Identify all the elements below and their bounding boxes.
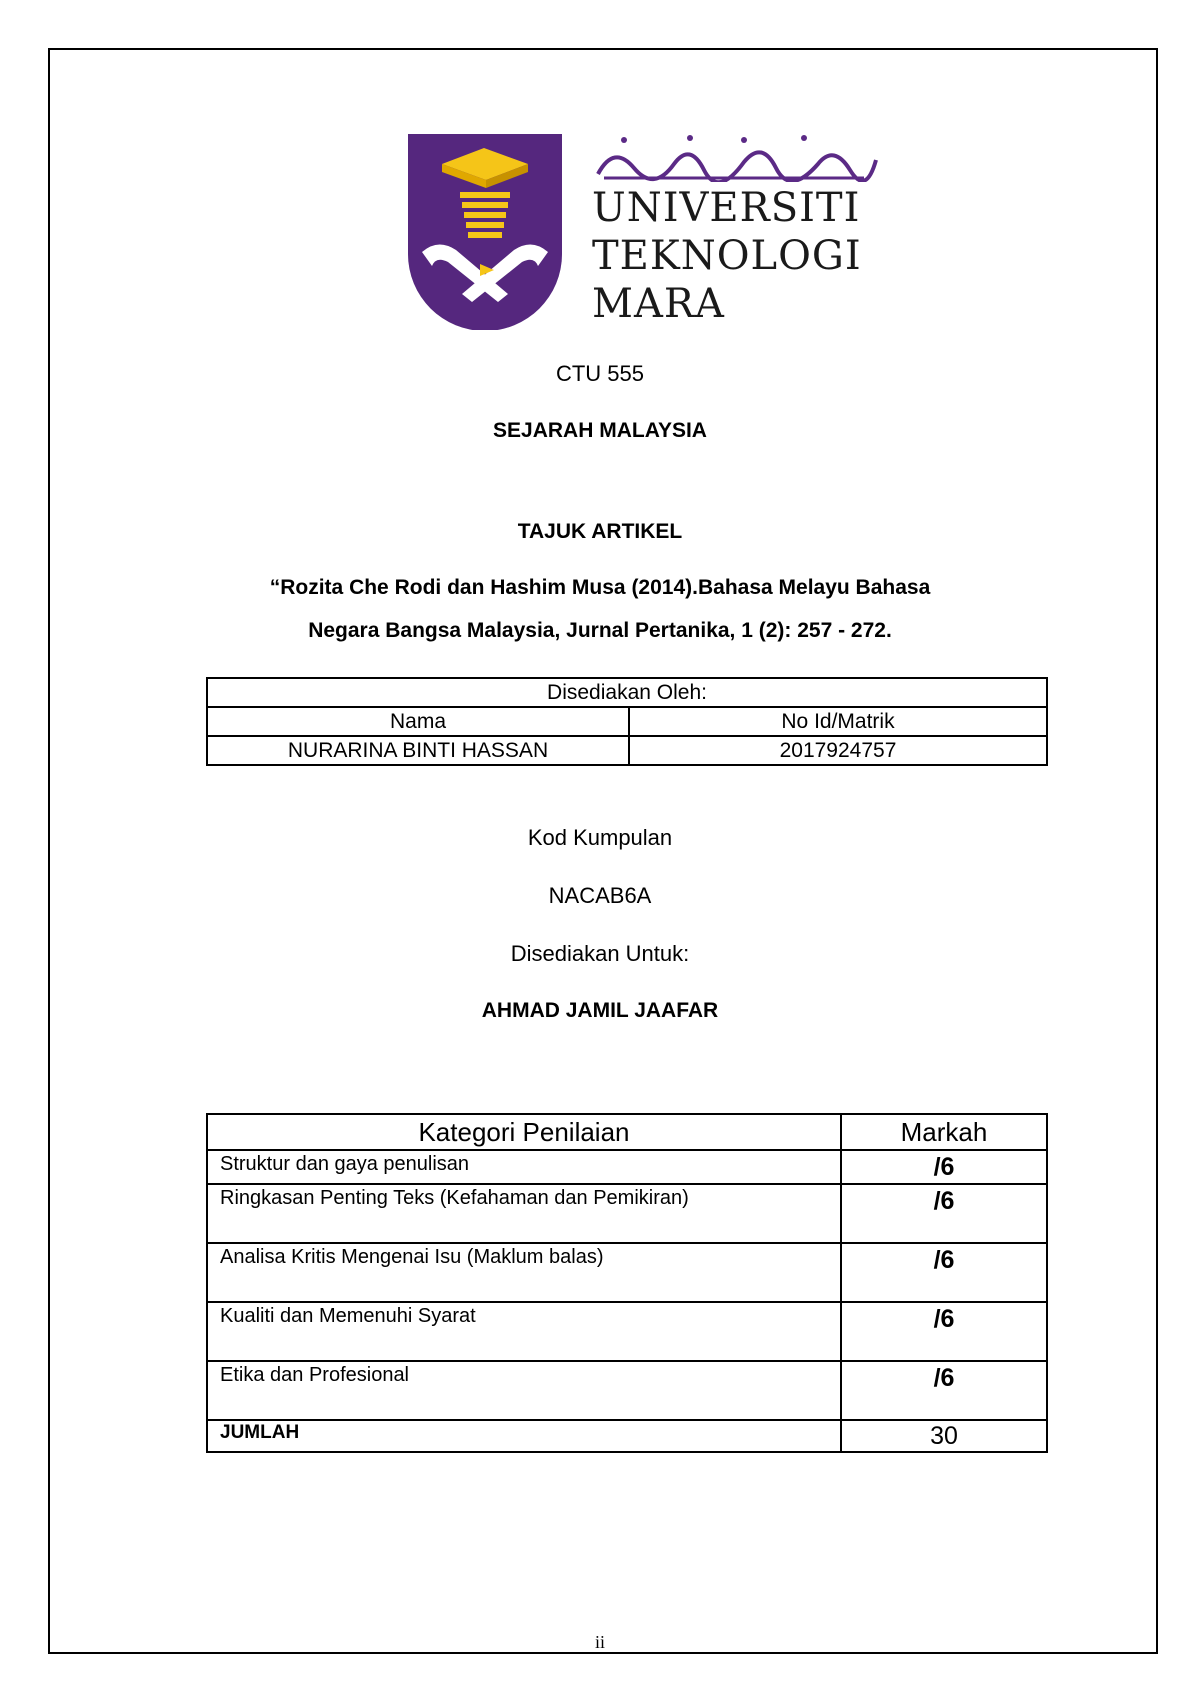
column-header-marks: Markah [841, 1114, 1047, 1150]
page-number: ii [594, 1632, 605, 1652]
total-value: 30 [841, 1420, 1047, 1452]
article-citation-line2: Negara Bangsa Malaysia, Jurnal Pertanika, 1 (2): 257 - 272. [308, 619, 892, 642]
logo-line-universiti: UNIVERSITI [592, 185, 861, 231]
criterion-mark: /6 [841, 1361, 1047, 1420]
uitm-crest-icon [408, 134, 562, 330]
total-row [207, 1420, 1047, 1452]
criterion-label: Struktur dan gaya penulisan [207, 1150, 841, 1184]
table-row [207, 1361, 1047, 1420]
student-id: 2017924757 [629, 736, 1047, 765]
student-name: NURARINA BINTI HASSAN [207, 736, 629, 765]
logo-line-mara: MARA [592, 281, 725, 327]
assessment-table [206, 1113, 1048, 1453]
table-row [207, 1150, 1047, 1184]
prepared-by-table [206, 677, 1048, 766]
criterion-mark: /6 [841, 1184, 1047, 1243]
table-row [207, 1243, 1047, 1302]
criterion-label: Ringkasan Penting Teks (Kefahaman dan Pemikiran) [207, 1184, 841, 1243]
assessment-header-row [207, 1114, 1047, 1150]
lecturer-name: AHMAD JAMIL JAAFAR [481, 999, 719, 1022]
article-heading: TAJUK ARTIKEL [517, 520, 683, 543]
criterion-label: Kualiti dan Memenuhi Syarat [207, 1302, 841, 1361]
criterion-mark: /6 [841, 1243, 1047, 1302]
column-header-category: Kategori Penilaian [207, 1114, 841, 1150]
group-code: NACAB6A [548, 883, 652, 908]
jawi-script-logotype [594, 134, 878, 182]
criterion-mark: /6 [841, 1302, 1047, 1361]
table-row [207, 1184, 1047, 1243]
course-name: SEJARAH MALAYSIA [493, 419, 707, 442]
prepared-for-label: Disediakan Untuk: [510, 941, 690, 966]
column-header-id: No Id/Matrik [629, 707, 1047, 736]
course-code: CTU 555 [555, 361, 645, 386]
total-label: JUMLAH [207, 1420, 841, 1452]
logo-line-teknologi: TEKNOLOGI [592, 233, 862, 279]
criterion-label: Analisa Kritis Mengenai Isu (Maklum balas) [207, 1243, 841, 1302]
criterion-mark: /6 [841, 1150, 1047, 1184]
column-header-name: Nama [207, 707, 629, 736]
article-citation-line1: “Rozita Che Rodi dan Hashim Musa (2014).Bahasa Melayu Bahasa [269, 576, 931, 599]
university-logo [408, 134, 878, 330]
criterion-label: Etika dan Profesional [207, 1361, 841, 1420]
prepared-by-heading: Disediakan Oleh: [207, 678, 1047, 707]
group-label: Kod Kumpulan [527, 825, 673, 850]
table-row [207, 1302, 1047, 1361]
